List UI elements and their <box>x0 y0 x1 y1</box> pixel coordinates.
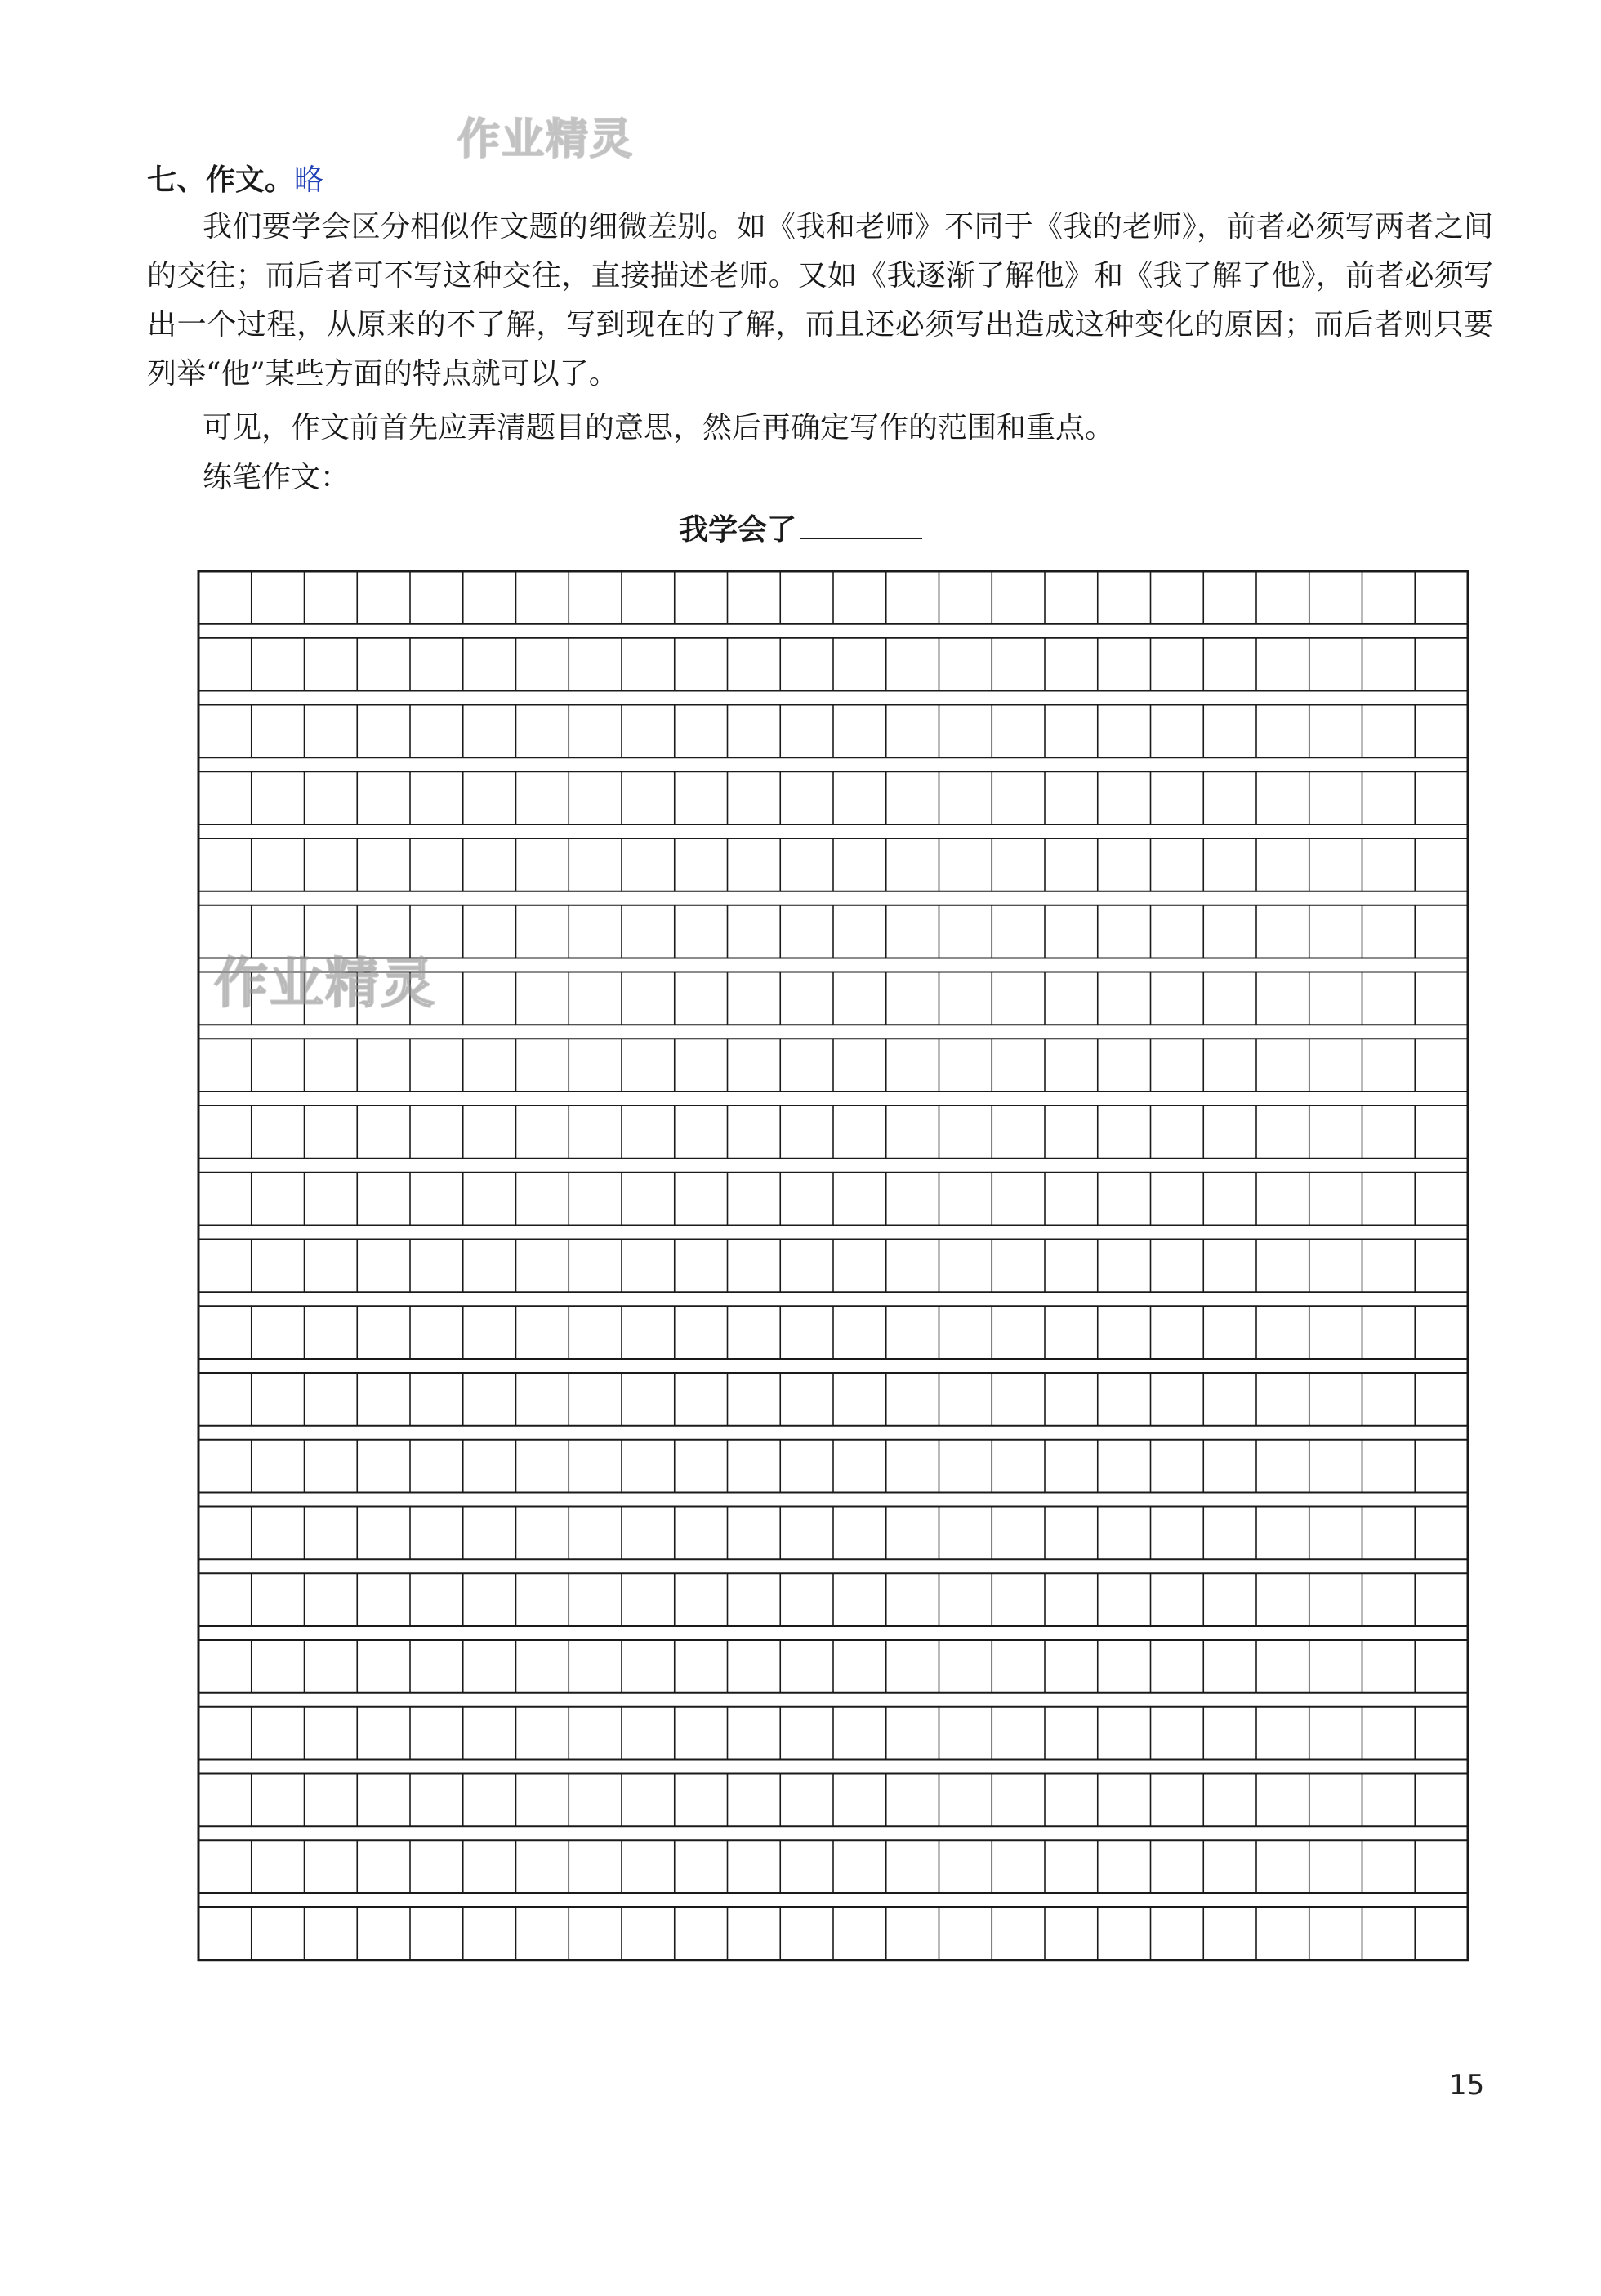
grid-row[interactable] <box>198 1774 1468 1827</box>
grid-row[interactable] <box>198 1507 1468 1560</box>
grid-row[interactable] <box>198 1306 1468 1359</box>
writing-grid[interactable] <box>196 569 1470 1977</box>
paragraph-practice-label: 练笔作文： <box>203 461 350 494</box>
essay-title-text: 我学会了 <box>678 513 796 547</box>
grid-row[interactable] <box>198 571 1468 624</box>
grid-row[interactable] <box>198 1173 1468 1226</box>
grid-row[interactable] <box>198 638 1468 691</box>
grid-row[interactable] <box>198 905 1468 958</box>
grid-row[interactable] <box>198 771 1468 824</box>
section-heading-label: 七、作文。 <box>147 163 295 197</box>
watermark-middle: 作业精灵 <box>214 952 436 1015</box>
grid-row[interactable] <box>198 838 1468 891</box>
grid-row[interactable] <box>198 1373 1468 1426</box>
answer-text: 略 <box>294 163 324 197</box>
section-heading <box>147 160 323 201</box>
grid-row[interactable] <box>198 1840 1468 1893</box>
grid-row[interactable] <box>198 1707 1468 1760</box>
grid-row[interactable] <box>198 1240 1468 1293</box>
grid-row[interactable] <box>198 1039 1468 1092</box>
grid-row[interactable] <box>198 705 1468 758</box>
grid-row[interactable] <box>198 972 1468 1025</box>
essay-title <box>0 508 1601 552</box>
grid-row[interactable] <box>198 1640 1468 1693</box>
watermark-top: 作业精灵 <box>457 115 635 164</box>
grid-row[interactable] <box>198 1106 1468 1159</box>
grid-row[interactable] <box>198 1573 1468 1626</box>
grid-row[interactable] <box>198 1907 1468 1960</box>
page-number: 15 <box>1449 2069 1485 2102</box>
essay-title-blank[interactable] <box>800 510 922 539</box>
paragraph-conclusion: 可见，作文前首先应弄清题目的意思，然后再确定写作的范围和重点。 <box>203 411 1115 444</box>
grid-row[interactable] <box>198 1440 1468 1493</box>
paragraph-intro: 我们要学会区分相似作文题的细微差别。如《我和老师》不同于《我的老师》，前者必须写两者之间的交往；而后者可不写这种交往，直接描述老师。又如《我逐渐了解他》和《我了解了他》，前者必须写出一个过程，从原来的不了解，写到现在的了解，而且还必须写出造成这种变化的原因；而后者则只要列举“他”某些方面的特点就可以了。 <box>147 210 1493 391</box>
